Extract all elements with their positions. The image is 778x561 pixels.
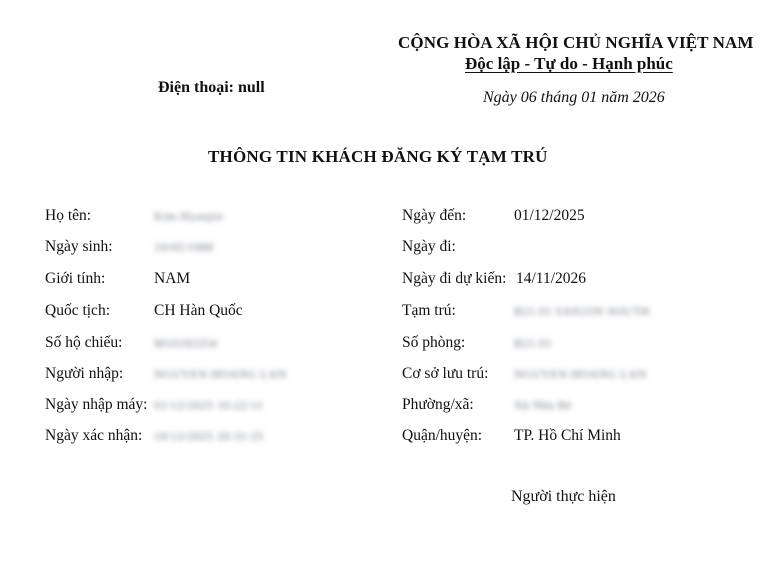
nation-header: CỘNG HÒA XÃ HỘI CHỦ NGHĨA VIỆT NAM <box>398 33 754 52</box>
label-nationality: Quốc tịch: <box>45 302 110 319</box>
value-district: TP. Hồ Chí Minh <box>514 427 621 444</box>
document-title: THÔNG TIN KHÁCH ĐĂNG KÝ TẠM TRÚ <box>208 147 548 166</box>
label-arrival: Ngày đến: <box>402 207 467 224</box>
value-name: Kim Hyunjin <box>154 209 224 223</box>
phone-line: Điện thoại: null <box>158 79 265 96</box>
label-gender: Giới tính: <box>45 270 106 287</box>
value-arrival: 01/12/2025 <box>514 207 585 224</box>
label-confirm-date: Ngày xác nhận: <box>45 427 143 444</box>
value-entry-date: 01/12/2025 10:22:11 <box>154 398 264 412</box>
label-departure: Ngày đi: <box>402 238 456 255</box>
document-date: Ngày 06 tháng 01 năm 2026 <box>483 89 665 106</box>
label-name: Họ tên: <box>45 207 92 224</box>
label-accommodation: Cơ sở lưu trú: <box>402 365 489 382</box>
value-entered-by: NGUYEN HOANG LAN <box>154 367 287 381</box>
value-dob: 19/05/1988 <box>154 240 214 254</box>
value-expected-departure: 14/11/2026 <box>516 270 587 287</box>
label-passport: Số hộ chiếu: <box>45 334 123 351</box>
value-temp-residence: B21.01 SAIGON SOUTH <box>514 304 650 318</box>
value-confirm-date: 19/12/2025 20:31:25 <box>154 429 264 443</box>
signer-label: Người thực hiện <box>511 488 616 505</box>
label-temp-residence: Tạm trú: <box>402 302 456 319</box>
value-nationality: CH Hàn Quốc <box>154 302 243 319</box>
label-dob: Ngày sinh: <box>45 238 113 255</box>
value-gender: NAM <box>154 270 191 287</box>
label-entry-date: Ngày nhập máy: <box>45 396 148 413</box>
value-room: B21.01 <box>514 336 553 350</box>
value-accommodation: NGUYEN HOANG LAN <box>514 367 647 381</box>
label-district: Quận/huyện: <box>402 427 483 444</box>
label-expected-departure: Ngày đi dự kiến: <box>402 270 507 287</box>
value-ward: Xã Nhà Bè <box>514 398 572 412</box>
motto: Độc lập - Tự do - Hạnh phúc <box>465 54 673 73</box>
label-ward: Phường/xã: <box>402 396 474 413</box>
value-passport: M10182254 <box>154 336 218 350</box>
label-entered-by: Người nhập: <box>45 365 124 382</box>
label-room: Số phòng: <box>402 334 466 351</box>
